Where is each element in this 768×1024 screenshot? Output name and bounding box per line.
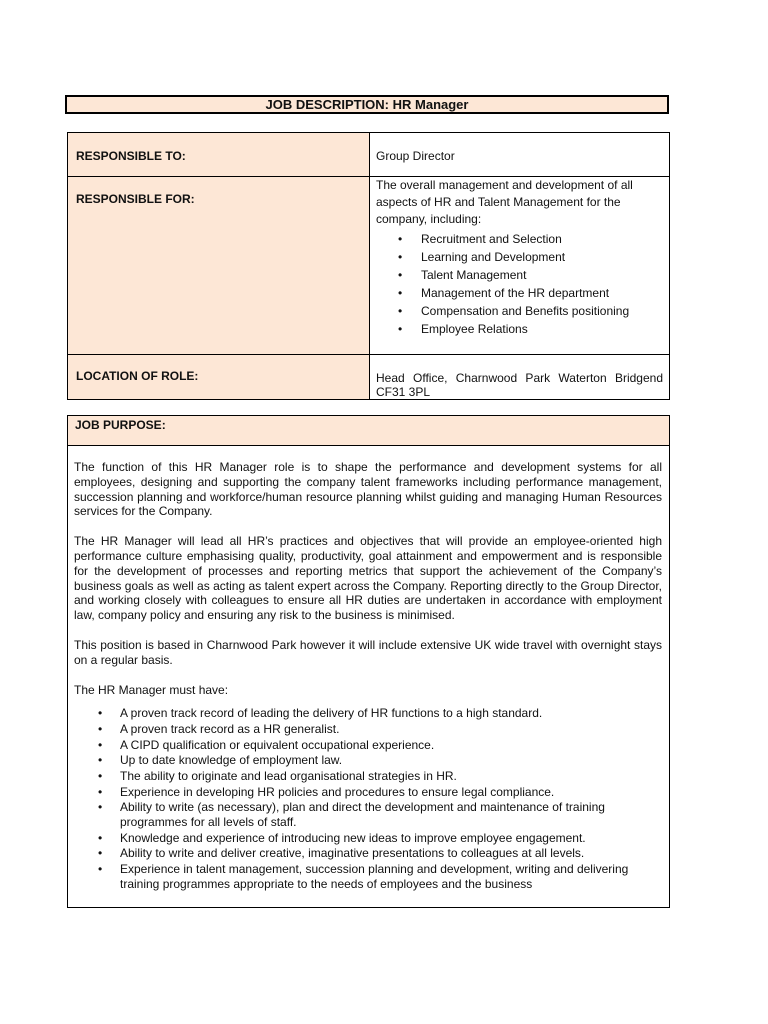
responsible-for-list [376, 230, 663, 338]
responsible-to-value-cell [370, 133, 670, 177]
list-item: • Up to date knowledge of employment law. [74, 753, 662, 768]
responsible-to-label-cell [68, 133, 370, 177]
list-item: • Experience in talent management, succession planning and development, writing and delivering training programmes appropriate to the needs of employees and the business [74, 862, 662, 891]
list-item: • Recruitment and Selection [376, 230, 663, 248]
responsible-for-row [68, 177, 670, 355]
list-item: • A proven track record as a HR generalist. [74, 722, 662, 737]
responsible-to-row [68, 133, 670, 177]
list-item: • Management of the HR department [376, 284, 663, 302]
list-item: • Knowledge and experience of introducing new ideas to improve employee engagement. [74, 831, 662, 846]
list-item: • Ability to write and deliver creative, imaginative presentations to colleagues at all levels. [74, 846, 662, 861]
paragraph: The HR Manager will lead all HR’s practices and objectives that will provide an employee-oriented high performance culture emphasising quality, productivity, goal attainment and empowerment and is responsible for the development of processes and reporting metrics that support the achievement of the Company’s business goals as well as acting as talent expert across the Company. Reporting directly to the Group Director, and working closely with colleagues to ensure all HR duties are undertaken in accordance with employment law, company policy and ensuring any risk to the business is minimised. [74, 534, 662, 623]
location-label: LOCATION OF ROLE: [76, 368, 199, 383]
responsible-for-intro: The overall management and development of all aspects of HR and Talent Management for the company, including: [376, 178, 633, 227]
responsible-for-label: RESPONSIBLE FOR: [76, 192, 195, 207]
paragraph: The HR Manager must have: [74, 682, 229, 697]
location-value: Head Office, Charnwood Park Waterton Bridgend CF31 3PL [376, 370, 663, 399]
paragraph: The function of this HR Manager role is to shape the performance and development systems for all employees, designing and supporting the company talent frameworks including performance management, succession planning and workforce/human resource planning whilst guiding and managing Human Resources services for the Company. [74, 460, 662, 519]
list-item: • A CIPD qualification or equivalent occupational experience. [74, 738, 662, 753]
list-item: • Ability to write (as necessary), plan and direct the development and maintenance of training programmes for all levels of staff. [74, 800, 662, 829]
responsible-to-label: RESPONSIBLE TO: [76, 149, 186, 163]
location-value-cell [370, 354, 670, 399]
list-item: • Talent Management [376, 266, 663, 284]
responsible-for-value-cell [370, 177, 670, 355]
requirements-list [74, 706, 662, 891]
list-item: • Compensation and Benefits positioning [376, 302, 663, 320]
list-item: • Learning and Development [376, 248, 663, 266]
list-item: • The ability to originate and lead organisational strategies in HR. [74, 769, 662, 784]
job-purpose-heading: JOB PURPOSE: [68, 416, 669, 446]
list-item: • Experience in developing HR policies and procedures to ensure legal compliance. [74, 785, 662, 800]
document-title: JOB DESCRIPTION: HR Manager [65, 95, 669, 114]
job-purpose-body [68, 446, 669, 891]
location-label-cell [68, 354, 370, 399]
role-info-table [67, 132, 670, 400]
paragraph: This position is based in Charnwood Park however it will include extensive UK wide travel with overnight stays on a regular basis. [74, 637, 662, 667]
list-item: • A proven track record of leading the delivery of HR functions to a high standard. [74, 706, 662, 721]
job-purpose-section [67, 415, 670, 908]
list-item: • Employee Relations [376, 320, 663, 338]
location-row [68, 354, 670, 399]
responsible-for-label-cell [68, 177, 370, 355]
responsible-to-value: Group Director [376, 149, 455, 163]
